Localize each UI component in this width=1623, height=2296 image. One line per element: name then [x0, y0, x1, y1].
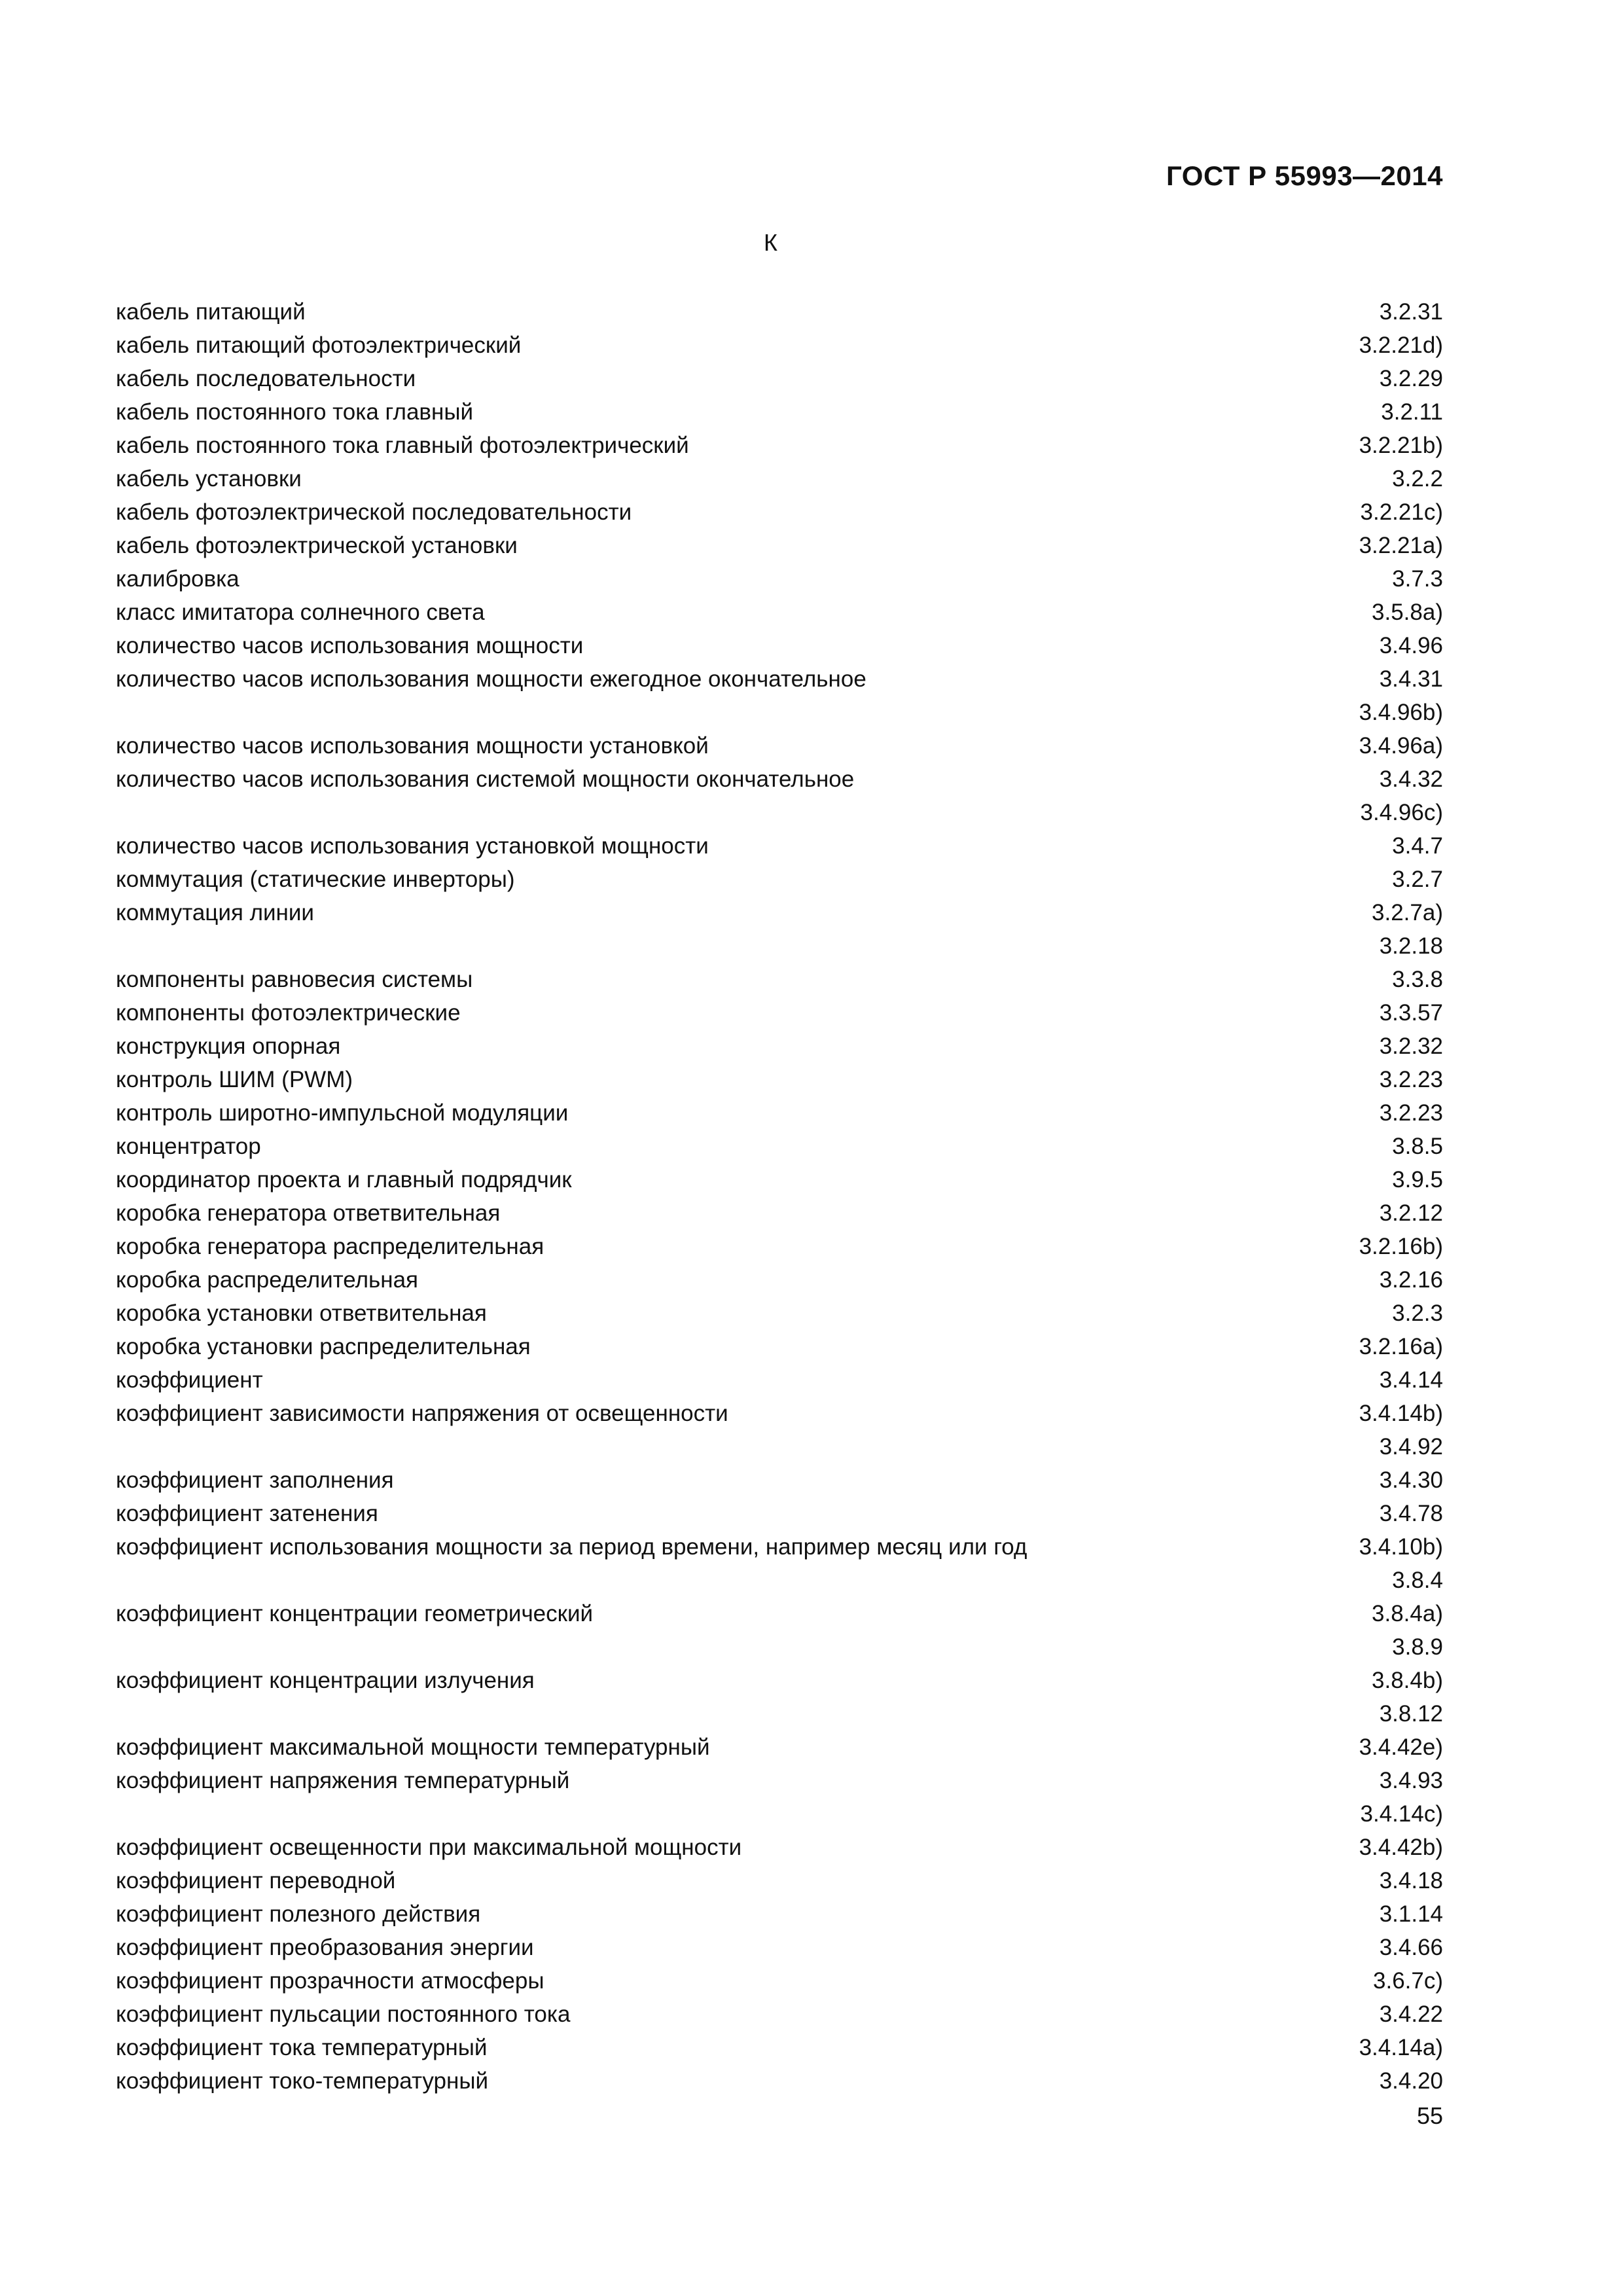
index-entry	[116, 495, 1443, 529]
index-references	[1359, 1397, 1443, 1463]
index-entry	[116, 1664, 1443, 1731]
index-references	[1392, 562, 1443, 596]
index-references	[1359, 1330, 1443, 1363]
index-reference-number: 3.8.4	[1392, 1568, 1443, 1593]
index-reference-number: 3.2.16b)	[1359, 1234, 1443, 1259]
index-term: коэффициент использования мощности за период времени, например месяц или год	[116, 1534, 1027, 1560]
index-entry	[116, 1163, 1443, 1196]
index-references	[1372, 1597, 1443, 1664]
index-reference-number: 3.5.8a)	[1372, 600, 1443, 625]
index-reference-number: 3.8.5	[1392, 1134, 1443, 1159]
index-references	[1380, 1931, 1443, 1964]
index-term: компоненты равновесия системы	[116, 967, 473, 992]
section-letter: К	[764, 229, 777, 256]
index-references	[1361, 1764, 1443, 1831]
index-reference-number: 3.4.22	[1379, 2001, 1443, 2027]
index-entry	[116, 1864, 1443, 1897]
index-term: коробка распределительная	[116, 1267, 419, 1293]
index-entry	[116, 1530, 1443, 1597]
index-references	[1380, 1497, 1443, 1530]
index-term: конструкция опорная	[116, 1033, 341, 1059]
index-reference-number: 3.4.20	[1379, 2068, 1443, 2094]
index-entry	[116, 996, 1443, 1030]
index-term: коэффициент зависимости напряжения от освещенности	[116, 1401, 728, 1426]
index-references	[1380, 629, 1443, 662]
index-term: коэффициент прозрачности атмосферы	[116, 1968, 544, 1994]
index-term: контроль широтно-импульсной модуляции	[116, 1100, 569, 1126]
index-reference-number: 3.3.57	[1379, 1000, 1443, 1026]
index-references	[1392, 1130, 1443, 1163]
index-term: коробка генератора распределительная	[116, 1234, 544, 1259]
index-term: количество часов использования системой мощности окончательное	[116, 766, 855, 792]
index-reference-number: 3.4.14a)	[1359, 2035, 1443, 2060]
index-reference-number: 3.6.7c)	[1373, 1968, 1443, 1994]
index-entry	[116, 896, 1443, 963]
index-reference-number: 3.4.96	[1379, 633, 1443, 658]
index-term: концентратор	[116, 1134, 261, 1159]
index-references	[1392, 462, 1443, 495]
index-entry	[116, 963, 1443, 996]
index-reference-number: 3.4.14c)	[1360, 1801, 1443, 1827]
index-entry	[116, 2064, 1443, 2098]
index-references	[1380, 1196, 1443, 1230]
index-reference-number: 3.4.31	[1379, 666, 1443, 692]
index-reference-number: 3.4.93	[1379, 1768, 1443, 1793]
index-references	[1392, 963, 1443, 996]
index-entry	[116, 1964, 1443, 1998]
index-references	[1359, 329, 1443, 362]
index-entry	[116, 1831, 1443, 1864]
index-reference-number: 3.4.7	[1392, 833, 1443, 859]
index-reference-number: 3.4.10b)	[1359, 1534, 1443, 1560]
index-term: коэффициент затенения	[116, 1501, 378, 1526]
index-reference-number: 3.2.21c)	[1360, 499, 1443, 525]
index-entry	[116, 462, 1443, 495]
index-reference-number: 3.8.4b)	[1372, 1668, 1443, 1693]
index-reference-number: 3.4.96c)	[1360, 800, 1443, 825]
index-references	[1380, 1897, 1443, 1931]
index-references	[1380, 1263, 1443, 1297]
index-references	[1380, 1063, 1443, 1096]
index-entry	[116, 1397, 1443, 1463]
index-term: коэффициент концентрации излучения	[116, 1668, 535, 1693]
index-references	[1373, 1964, 1443, 1998]
index-term: коэффициент тока температурный	[116, 2035, 488, 2060]
index-reference-number: 3.4.42b)	[1359, 1835, 1443, 1860]
index-entry	[116, 1130, 1443, 1163]
index-reference-number: 3.7.3	[1392, 566, 1443, 592]
index-entry	[116, 1096, 1443, 1130]
index-term: коэффициент пульсации постоянного тока	[116, 2001, 571, 2027]
index-entry	[116, 629, 1443, 662]
index-entry	[116, 1897, 1443, 1931]
index-reference-number: 3.3.8	[1392, 967, 1443, 992]
index-term: коэффициент концентрации геометрический	[116, 1601, 594, 1626]
index-reference-number: 3.2.18	[1379, 933, 1443, 959]
index-entry	[116, 829, 1443, 863]
index-term: коэффициент	[116, 1367, 263, 1393]
index-term: коэффициент полезного действия	[116, 1901, 481, 1927]
index-term: коробка установки ответвительная	[116, 1300, 487, 1326]
index-term: количество часов использования мощности установкой	[116, 733, 709, 759]
index-reference-number: 3.4.18	[1379, 1868, 1443, 1893]
index-term: контроль ШИМ (PWM)	[116, 1067, 353, 1092]
index-term: кабель установки	[116, 466, 302, 492]
index-entry	[116, 1297, 1443, 1330]
index-entry	[116, 729, 1443, 762]
index-references	[1359, 1230, 1443, 1263]
index-references	[1392, 1297, 1443, 1330]
index-reference-number: 3.4.14	[1379, 1367, 1443, 1393]
index-reference-number: 3.2.7	[1392, 867, 1443, 892]
index-references	[1359, 429, 1443, 462]
index-entry	[116, 562, 1443, 596]
index-references	[1380, 1096, 1443, 1130]
index-entry	[116, 2031, 1443, 2064]
index-reference-number: 3.4.92	[1379, 1434, 1443, 1460]
index-references	[1380, 295, 1443, 329]
index-entry	[116, 662, 1443, 729]
index-reference-number: 3.2.29	[1379, 366, 1443, 391]
index-references	[1361, 495, 1443, 529]
index-reference-number: 3.4.42e)	[1359, 1734, 1443, 1760]
index-reference-number: 3.2.2	[1392, 466, 1443, 492]
index-references	[1381, 395, 1443, 429]
index-reference-number: 3.2.7a)	[1372, 900, 1443, 925]
index-reference-number: 3.4.66	[1379, 1935, 1443, 1960]
index-reference-number: 3.2.23	[1379, 1067, 1443, 1092]
index-entry	[116, 395, 1443, 429]
index-term: коэффициент переводной	[116, 1868, 396, 1893]
index-entry	[116, 362, 1443, 395]
index-entry	[116, 1497, 1443, 1530]
index-references	[1359, 729, 1443, 762]
index-reference-number: 3.2.23	[1379, 1100, 1443, 1126]
index-references	[1361, 762, 1443, 829]
index-term: кабель постоянного тока главный фотоэлектрический	[116, 433, 689, 458]
index-reference-number: 3.2.12	[1379, 1200, 1443, 1226]
index-entry	[116, 529, 1443, 562]
index-term: координатор проекта и главный подрядчик	[116, 1167, 572, 1193]
index-term: количество часов использования мощности	[116, 633, 584, 658]
index-entry	[116, 429, 1443, 462]
index-term: кабель фотоэлектрической последовательности	[116, 499, 632, 525]
index-entry	[116, 1263, 1443, 1297]
index-entry	[116, 1030, 1443, 1063]
index-references	[1380, 362, 1443, 395]
index-entry	[116, 1196, 1443, 1230]
index-term: компоненты фотоэлектрические	[116, 1000, 461, 1026]
index-reference-number: 3.2.16	[1379, 1267, 1443, 1293]
index-term: класс имитатора солнечного света	[116, 600, 485, 625]
index-references	[1380, 1864, 1443, 1897]
index-reference-number: 3.9.5	[1392, 1167, 1443, 1193]
index-term: коммутация (статические инверторы)	[116, 867, 515, 892]
index-reference-number: 3.2.21d)	[1359, 332, 1443, 358]
index-references	[1392, 1163, 1443, 1196]
index-reference-number: 3.8.9	[1392, 1634, 1443, 1660]
index-entry	[116, 1230, 1443, 1263]
index-reference-number: 3.2.32	[1379, 1033, 1443, 1059]
index-references	[1359, 529, 1443, 562]
index-term: количество часов использования установкой мощности	[116, 833, 709, 859]
index-entry	[116, 863, 1443, 896]
index-reference-number: 3.2.21a)	[1359, 533, 1443, 558]
index-term: коэффициент преобразования энергии	[116, 1935, 534, 1960]
index-reference-number: 3.4.78	[1379, 1501, 1443, 1526]
index-entry	[116, 596, 1443, 629]
index-term: коммутация линии	[116, 900, 314, 925]
index-references	[1359, 1530, 1443, 1597]
index-reference-number: 3.1.14	[1379, 1901, 1443, 1927]
index-entry	[116, 329, 1443, 362]
index-term: кабель последовательности	[116, 366, 416, 391]
index-reference-number: 3.4.14b)	[1359, 1401, 1443, 1426]
index-entry	[116, 1363, 1443, 1397]
index-term: кабель питающий	[116, 299, 306, 325]
index-term: количество часов использования мощности ежегодное окончательное	[116, 666, 866, 692]
index-references	[1359, 1731, 1443, 1764]
index-reference-number: 3.4.30	[1379, 1467, 1443, 1493]
index-references	[1392, 829, 1443, 863]
document-code-header: ГОСТ Р 55993—2014	[1166, 160, 1443, 191]
index-references	[1359, 662, 1443, 729]
index-entry	[116, 1764, 1443, 1831]
index-entry	[116, 295, 1443, 329]
index-reference-number: 3.8.4a)	[1372, 1601, 1443, 1626]
index-term: коэффициент напряжения температурный	[116, 1768, 570, 1793]
index-entry	[116, 1463, 1443, 1497]
index-term: коэффициент освещенности при максимальной мощности	[116, 1835, 742, 1860]
index-entry	[116, 1998, 1443, 2031]
index-entry	[116, 1330, 1443, 1363]
index-entry	[116, 762, 1443, 829]
alphabetical-index	[116, 295, 1443, 2098]
index-references	[1380, 1363, 1443, 1397]
index-reference-number: 3.2.16a)	[1359, 1334, 1443, 1359]
index-references	[1392, 863, 1443, 896]
index-reference-number: 3.8.12	[1379, 1701, 1443, 1727]
index-term: коробка генератора ответвительная	[116, 1200, 501, 1226]
index-term: калибровка	[116, 566, 240, 592]
index-reference-number: 3.2.11	[1381, 399, 1443, 425]
index-term: кабель постоянного тока главный	[116, 399, 474, 425]
index-reference-number: 3.4.96a)	[1359, 733, 1443, 759]
index-entry	[116, 1597, 1443, 1664]
index-references	[1359, 1831, 1443, 1864]
index-term: коробка установки распределительная	[116, 1334, 531, 1359]
index-references	[1372, 596, 1443, 629]
index-references	[1380, 996, 1443, 1030]
index-reference-number: 3.2.3	[1392, 1300, 1443, 1326]
index-term: коэффициент максимальной мощности температурный	[116, 1734, 710, 1760]
index-references	[1372, 896, 1443, 963]
index-reference-number: 3.4.96b)	[1359, 700, 1443, 725]
index-references	[1359, 2031, 1443, 2064]
index-references	[1380, 1998, 1443, 2031]
index-references	[1372, 1664, 1443, 1731]
index-entry	[116, 1063, 1443, 1096]
index-references	[1380, 1030, 1443, 1063]
page-number: 55	[1416, 2102, 1443, 2129]
index-term: коэффициент заполнения	[116, 1467, 394, 1493]
index-references	[1380, 2064, 1443, 2098]
index-term: кабель питающий фотоэлектрический	[116, 332, 522, 358]
index-entry	[116, 1731, 1443, 1764]
index-reference-number: 3.2.21b)	[1359, 433, 1443, 458]
index-reference-number: 3.2.31	[1379, 299, 1443, 325]
index-references	[1380, 1463, 1443, 1497]
index-entry	[116, 1931, 1443, 1964]
index-term: коэффициент токо-температурный	[116, 2068, 489, 2094]
index-term: кабель фотоэлектрической установки	[116, 533, 518, 558]
index-reference-number: 3.4.32	[1379, 766, 1443, 792]
